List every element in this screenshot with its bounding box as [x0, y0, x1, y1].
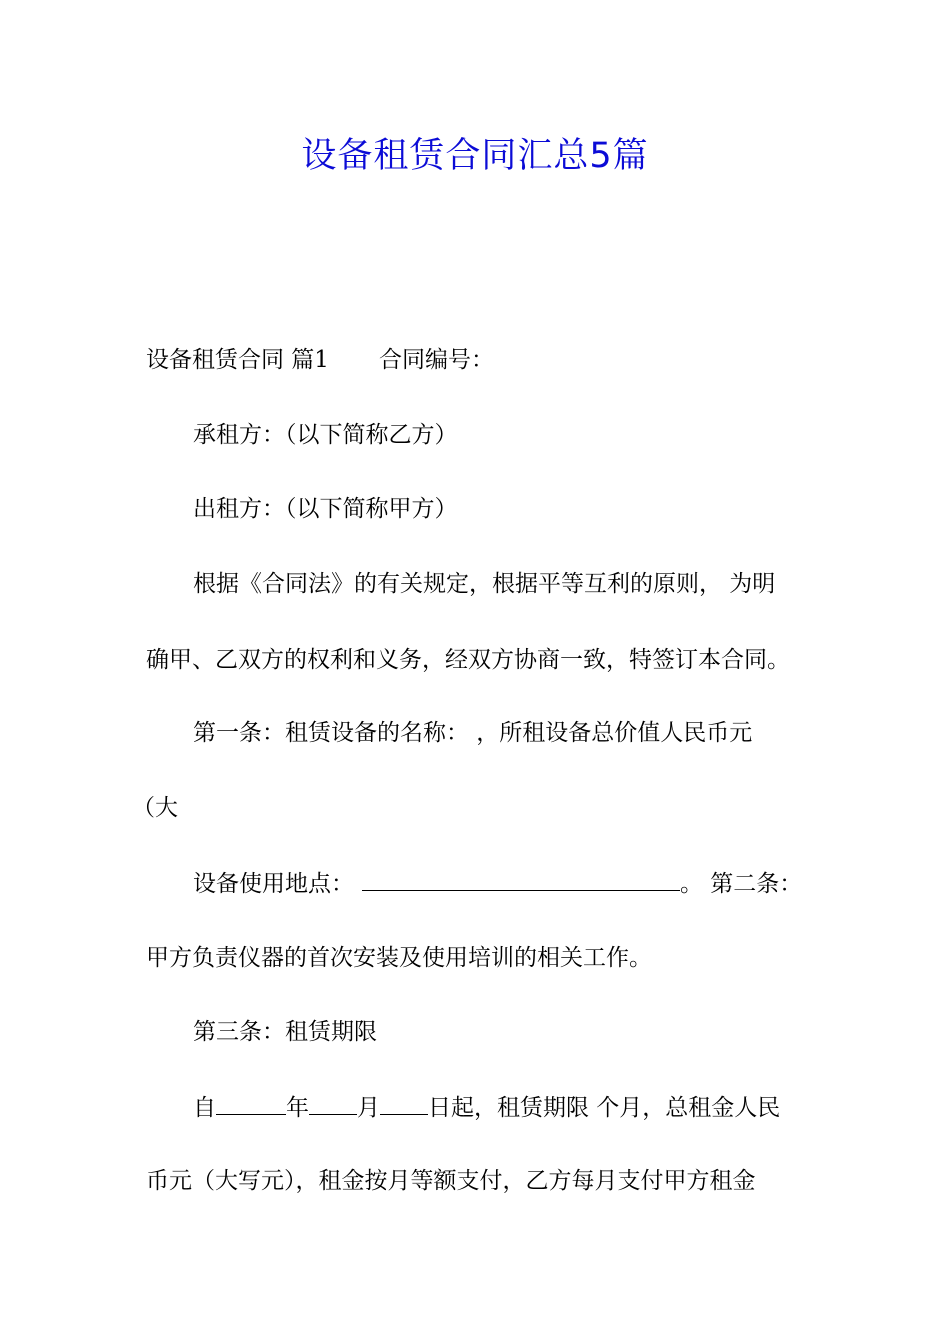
term-year: 年: [286, 1095, 309, 1121]
lessee-line: 承租方：（以下简称乙方）: [193, 422, 458, 448]
contract-header: [146, 345, 494, 375]
location-blank: [362, 868, 680, 891]
intro-paragraph-line-1: 根据《合同法》的有关规定，根据平等互利的原则， 为明: [193, 571, 776, 597]
lessor-line: 出租方：（以下简称甲方）: [193, 496, 458, 522]
article-3-title: 第三条：租赁期限: [193, 1019, 377, 1045]
intro-paragraph-line-2: 确甲、乙双方的权利和义务，经双方协商一致，特签订本合同。: [146, 647, 790, 673]
article-1-line-2: （大: [132, 795, 178, 821]
term-month: 月: [357, 1095, 380, 1121]
year-blank: [216, 1092, 286, 1115]
contract-number-label: 合同编号：: [378, 347, 494, 373]
document-title: 设备租赁合同汇总5篇: [301, 136, 649, 176]
article-2-body: 甲方负责仪器的首次安装及使用培训的相关工作。: [146, 945, 652, 971]
location-tail: 。 第二条：: [680, 871, 803, 897]
day-blank: [380, 1092, 428, 1115]
contract-header-left: 设备租赁合同 篇1: [146, 347, 329, 373]
rent-line: 币元（大写元），租金按月等额支付，乙方每月支付甲方租金: [146, 1168, 756, 1194]
location-label: 设备使用地点：: [193, 871, 354, 897]
term-day-rest: 日起，租赁期限 个月，总租金人民: [428, 1095, 781, 1121]
article-1-line-1: 第一条：租赁设备的名称： ，所租设备总价值人民币元: [193, 720, 753, 746]
term-from: 自: [193, 1095, 216, 1121]
term-line: [193, 1092, 780, 1123]
location-line: [193, 868, 802, 899]
month-blank: [309, 1092, 357, 1115]
